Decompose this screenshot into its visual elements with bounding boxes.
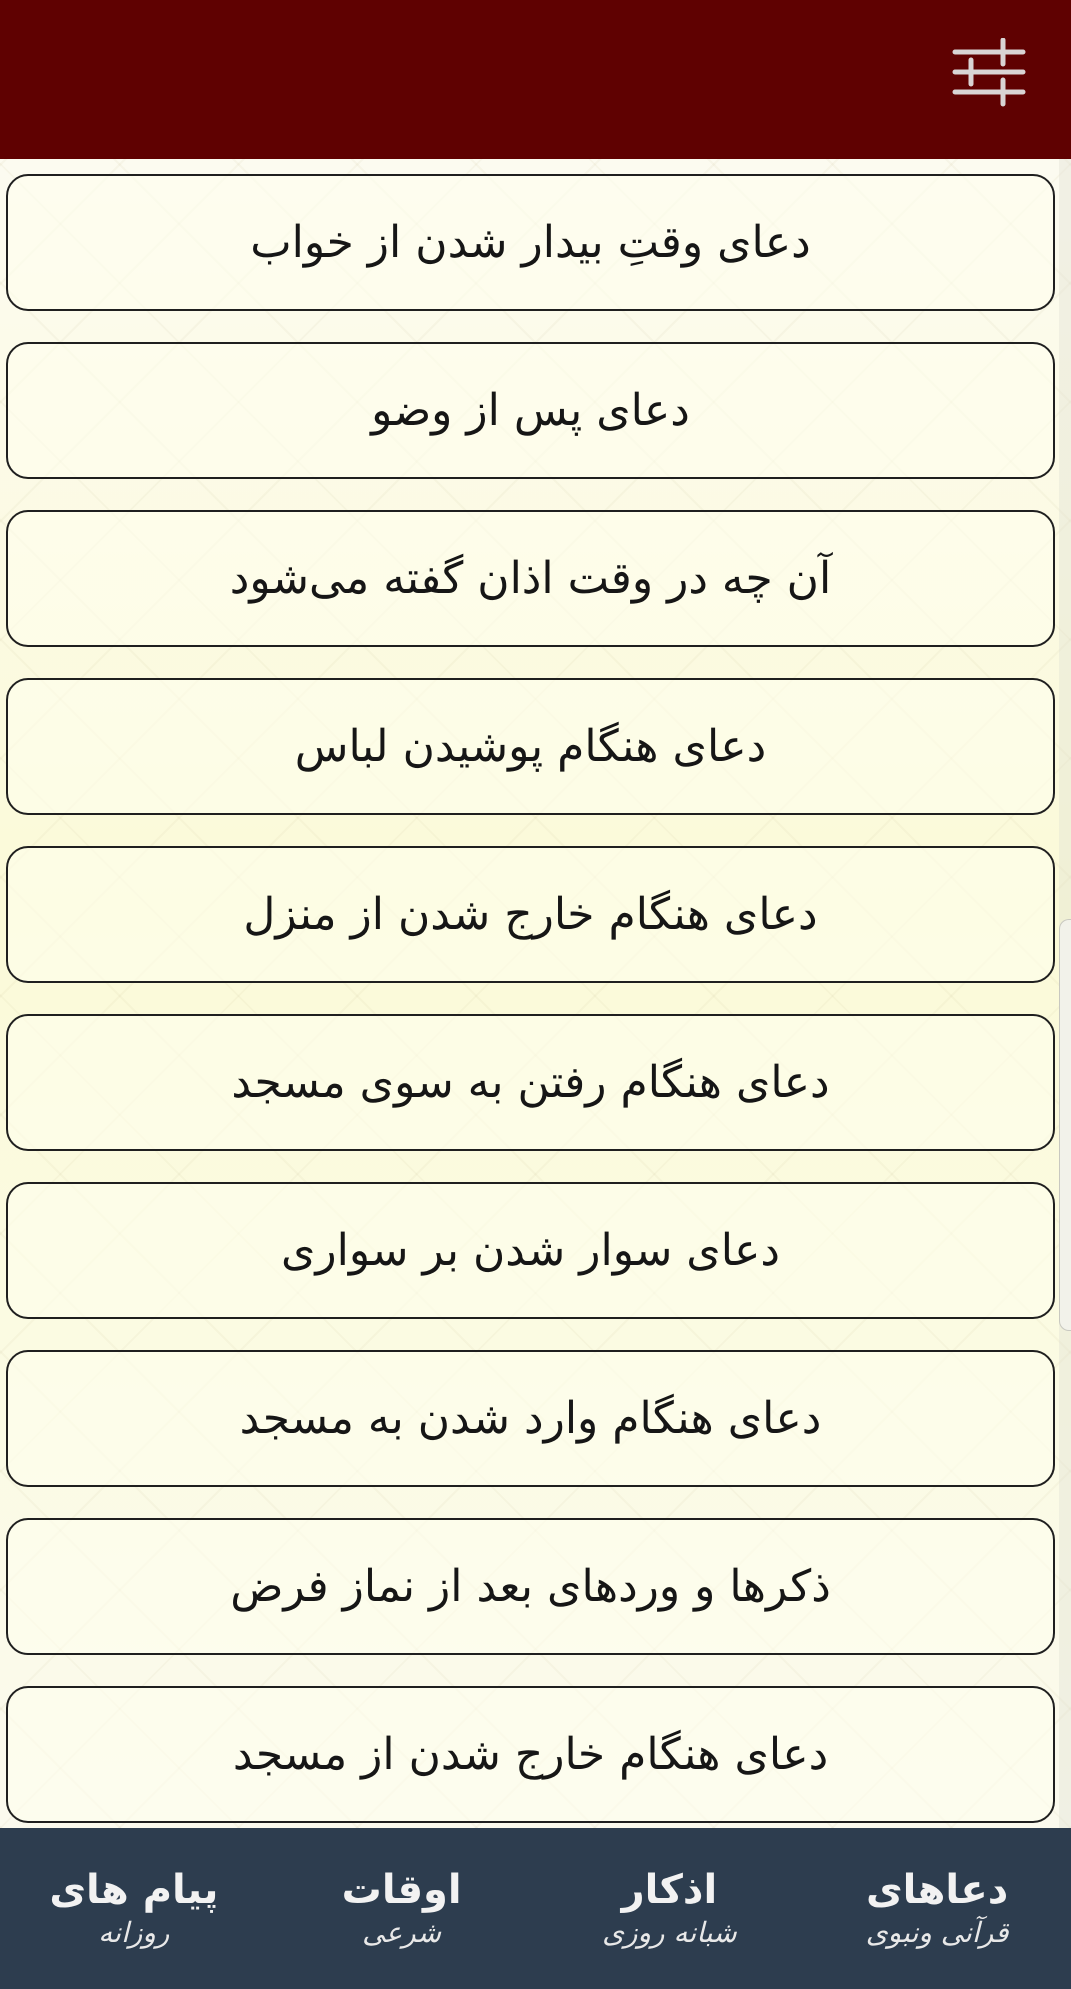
list-item-label: ذکرها و وردهای بعد از نماز فرض — [230, 1561, 831, 1612]
list-item-label: دعای هنگام وارد شدن به مسجد — [239, 1393, 822, 1444]
nav-item-subtitle: روزانه — [98, 1915, 170, 1949]
nav-item-title: دعاهای — [865, 1866, 1009, 1913]
list-item[interactable] — [6, 174, 1055, 311]
nav-item-title: پیام های — [49, 1866, 219, 1913]
scrollbar[interactable] — [1059, 159, 1071, 1828]
list-item[interactable] — [6, 1182, 1055, 1319]
list-item[interactable] — [6, 1014, 1055, 1151]
list-item[interactable] — [6, 342, 1055, 479]
list-item-label: دعای هنگام خارج شدن از منزل — [243, 889, 818, 940]
app-header — [0, 0, 1071, 159]
prayer-list — [6, 174, 1055, 1828]
list-item-label: آن چه در وقت اذان گفته می‌شود — [229, 553, 832, 604]
list-item[interactable] — [6, 1518, 1055, 1655]
nav-item-prayer-times[interactable] — [268, 1828, 536, 1989]
list-item[interactable] — [6, 1686, 1055, 1823]
nav-item-subtitle: شبانه روزی — [602, 1915, 737, 1949]
nav-item-subtitle: قرآنی ونبوی — [865, 1915, 1009, 1949]
bottom-navigation — [0, 1828, 1071, 1989]
nav-item-subtitle: شرعی — [362, 1915, 442, 1949]
list-item-label: دعای هنگام خارج شدن از مسجد — [232, 1729, 829, 1780]
list-item[interactable] — [6, 510, 1055, 647]
prayer-list-area — [0, 159, 1071, 1828]
list-item-label: دعای وقتِ بیدار شدن از خواب — [250, 217, 811, 268]
nav-item-daily-messages[interactable] — [0, 1828, 268, 1989]
settings-button[interactable] — [951, 38, 1027, 114]
list-item[interactable] — [6, 1350, 1055, 1487]
list-item[interactable] — [6, 678, 1055, 815]
list-item-label: دعای هنگام پوشیدن لباس — [294, 721, 767, 772]
list-item-label: دعای هنگام رفتن به سوی مسجد — [231, 1057, 830, 1108]
list-item[interactable] — [6, 846, 1055, 983]
list-item-label: دعای سوار شدن بر سواری — [280, 1225, 781, 1276]
nav-item-title: اذکار — [621, 1866, 718, 1913]
scrollbar-thumb[interactable] — [1059, 919, 1071, 1331]
sliders-icon — [951, 38, 1027, 114]
nav-item-adhkar[interactable] — [536, 1828, 804, 1989]
nav-item-prayers[interactable] — [803, 1828, 1071, 1989]
list-item-label: دعای پس از وضو — [371, 385, 690, 436]
nav-item-title: اوقات — [341, 1866, 462, 1913]
